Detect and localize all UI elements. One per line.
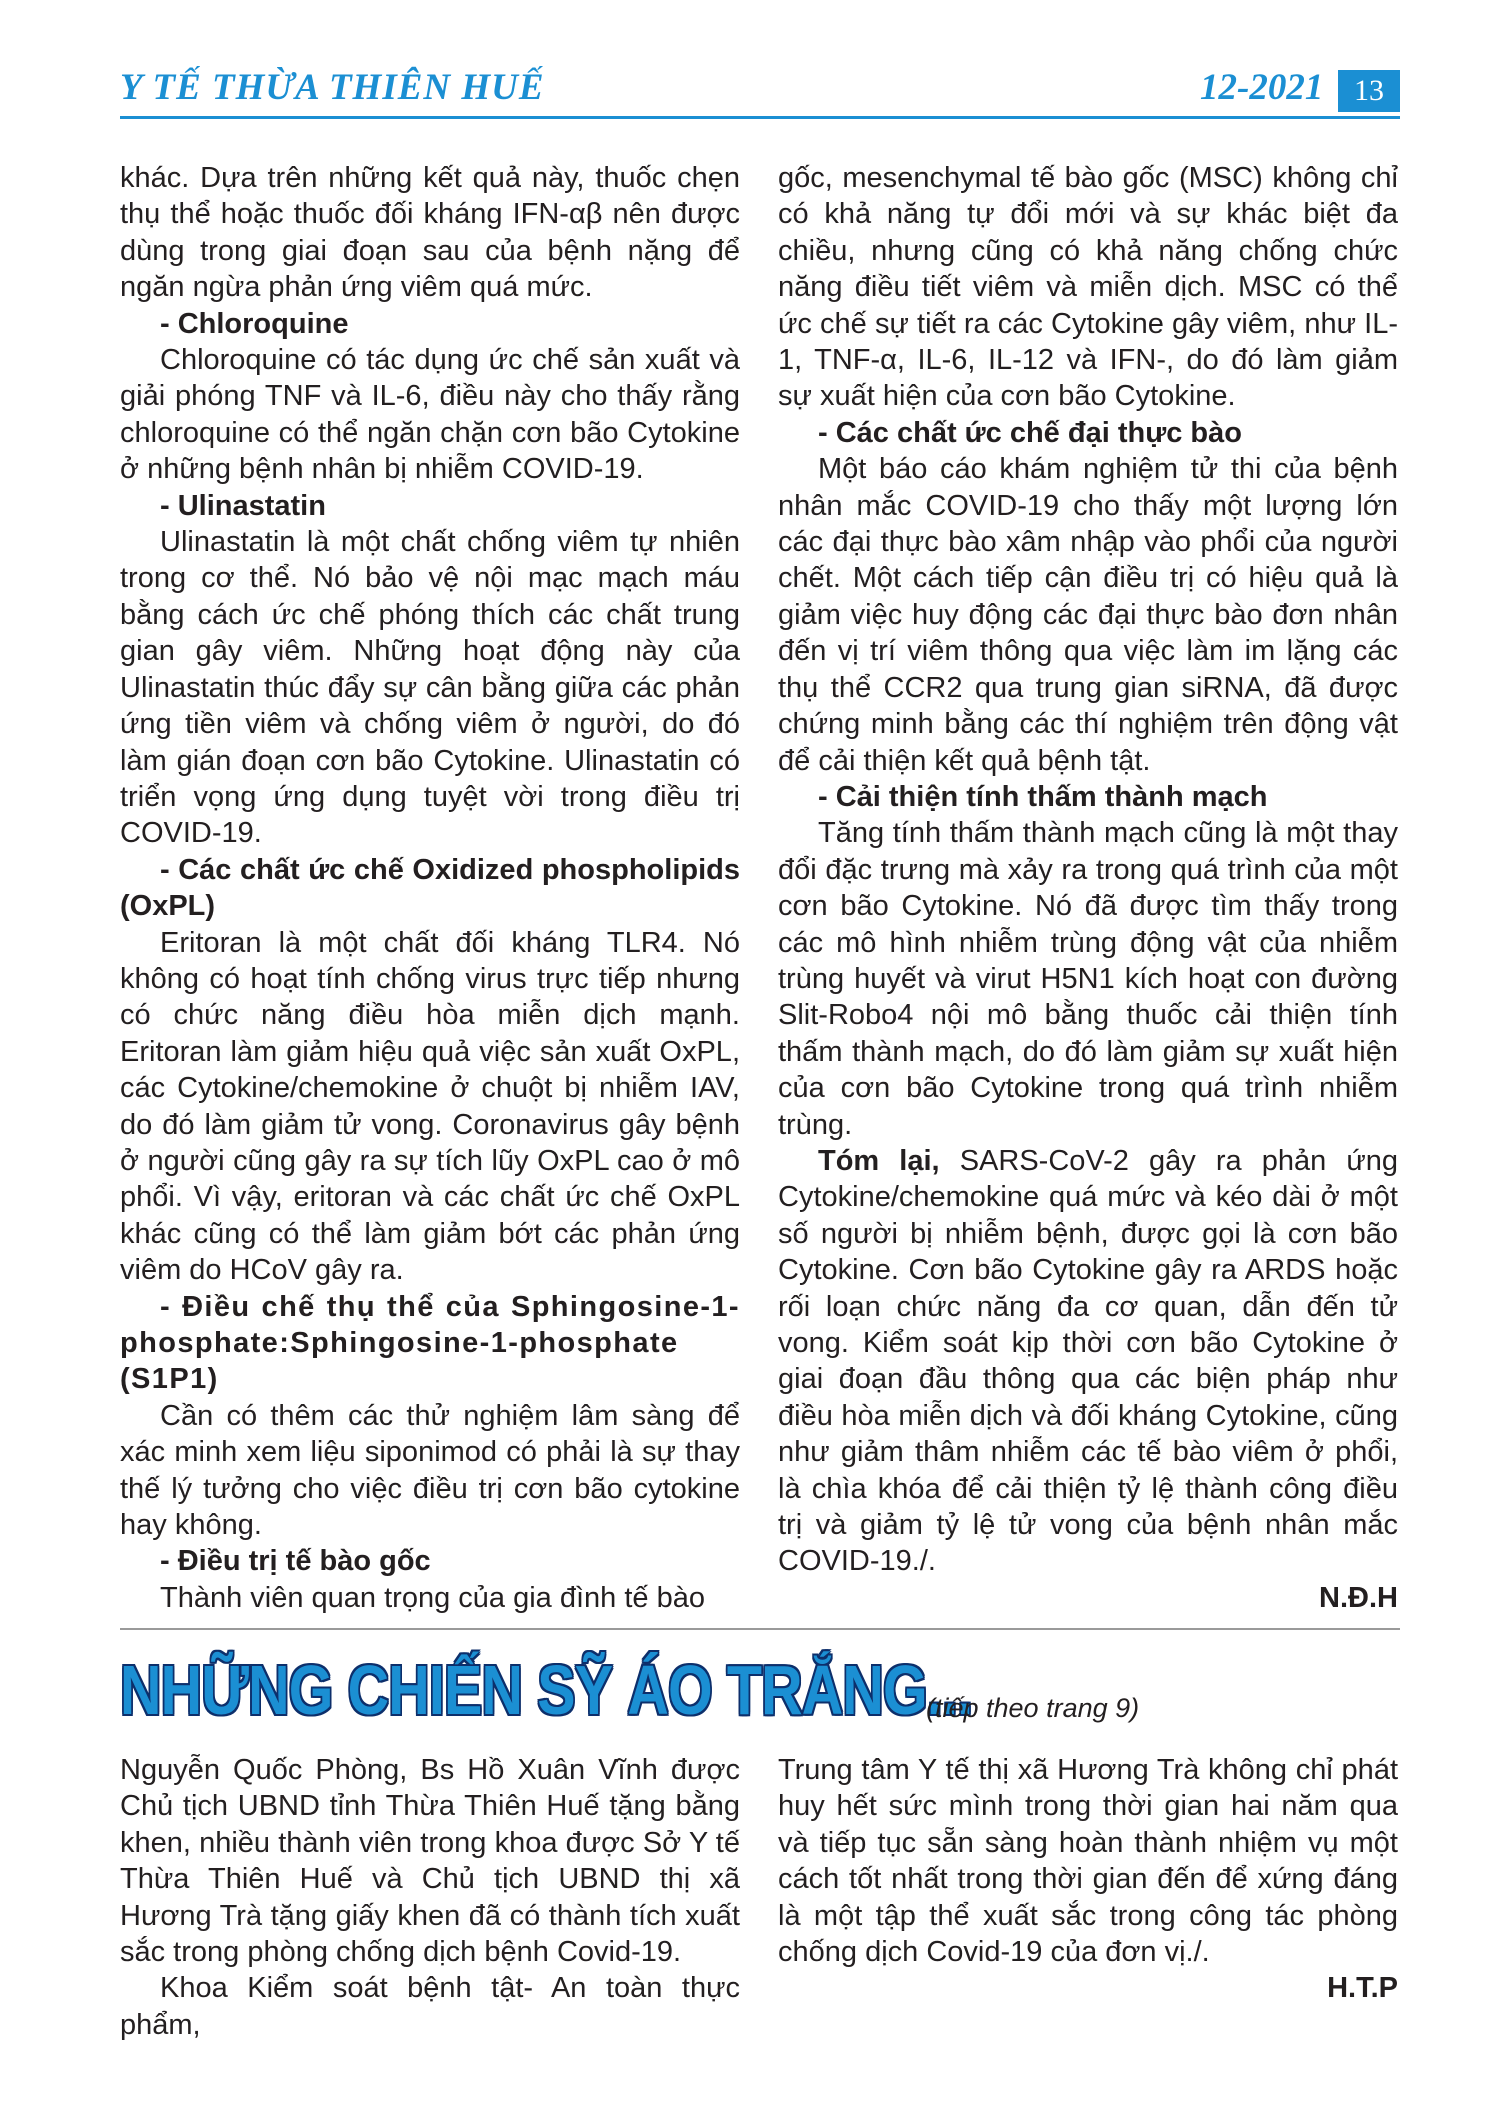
article-column-1 — [120, 160, 740, 1616]
lead-in: Tóm lại, — [818, 1144, 940, 1177]
continued-note: (tiếp theo trang 9) — [926, 1693, 1140, 1723]
paragraph: Khoa Kiểm soát bệnh tật- An toàn thực phẩm, — [120, 1972, 740, 2041]
paragraph: Trung tâm Y tế thị xã Hương Trà không chỉ phát huy hết sức mình trong thời gian hai năm qua và tiếp tục sẵn sàng hoàn thành nhiệm vụ một cách tốt nhất trong thời gian đến để xứng đáng là một tập thể xuất sắc trong công tác phòng chống dịch Covid-19 của đơn vị./. — [778, 1754, 1398, 1969]
paragraph: Nguyễn Quốc Phòng, Bs Hồ Xuân Vĩnh được Chủ tịch UBND tỉnh Thừa Thiên Huế tặng bằng khen, nhiều thành viên trong khoa được Sở Y tế Thừa Thiên Huế và Chủ tịch UBND thị xã Hương Trà tặng giấy khen đã có thành tích xuất sắc trong phòng chống dịch bệnh Covid-19. — [120, 1754, 740, 1969]
paragraph — [778, 1143, 1398, 1580]
paragraph: Eritoran là một chất đối kháng TLR4. Nó không có hoạt tính chống virus trực tiếp nhưng có chức năng điều hòa miễn dịch mạnh. Eritoran làm giảm hiệu quả việc sản xuất OxPL, các Cytokine/chemokine ở chuột bị nhiễm IAV, do đó làm giảm tử vong. Coronavirus gây bệnh ở người cũng gây ra sự tích lũy OxPL cao ở mô phổi. Vì vậy, eritoran và các chất ức chế OxPL khác cũng có thể làm giảm bớt các phản ứng viêm do HCoV gây ra. — [120, 926, 740, 1287]
page-header — [0, 0, 1512, 120]
magazine-title: Y TẾ THỪA THIÊN HUẾ — [120, 67, 545, 108]
section-heading: - Điều chế thụ thể của Sphingosine-1-phosphate:Sphingosine-1-phosphate (S1P1) — [120, 1290, 740, 1396]
section-heading: - Ulinastatin — [160, 489, 326, 522]
section-divider — [120, 1628, 1400, 1630]
section-heading: - Chloroquine — [160, 307, 349, 340]
article-column-4 — [778, 1752, 1398, 2007]
section-heading: - Các chất ức chế Oxidized phospholipids (OxPL) — [120, 853, 740, 923]
article-column-3 — [120, 1752, 740, 2043]
paragraph: Một báo cáo khám nghiệm tử thi của bệnh nhân mắc COVID-19 cho thấy một lượng lớn các đại thực bào xâm nhập vào phổi của người chết. Một cách tiếp cận điều trị có hiệu quả là giảm việc huy động các đại thực bào đơn nhân đến vị trí viêm thông qua việc làm im lặng các thụ thể CCR2 qua trung gian siRNA, đã được chứng minh bằng các thí nghiệm trên động vật để cải thiện kết quả bệnh tật. — [778, 453, 1398, 777]
paragraph: khác. Dựa trên những kết quả này, thuốc chẹn thụ thể hoặc thuốc đối kháng IFN-αβ nên được dùng trong giai đoạn sau của bệnh nặng để ngăn ngừa phản ứng viêm quá mức. — [120, 162, 740, 304]
page-number: 13 — [1338, 70, 1400, 112]
issue-date: 12-2021 — [1200, 67, 1324, 108]
paragraph: Ulinastatin là một chất chống viêm tự nhiên trong cơ thể. Nó bảo vệ nội mạc mạch máu bằng cách ức chế phóng thích các chất trung gian gây viêm. Những hoạt động này của Ulinastatin thúc đẩy sự cân bằng giữa các phản ứng tiền viêm và chống viêm ở người, do đó làm gián đoạn cơn bão Cytokine. Ulinastatin có triển vọng ứng dụng tuyệt vời trong điều trị COVID-19. — [120, 526, 740, 850]
section-heading: - Cải thiện tính thấm thành mạch — [818, 780, 1268, 813]
article-column-2 — [778, 160, 1398, 1616]
paragraph: Chloroquine có tác dụng ức chế sản xuất và giải phóng TNF và IL-6, điều này cho thấy rằng chloroquine có thể ngăn chặn cơn bão Cytokine ở những bệnh nhân bị nhiễm COVID-19. — [120, 344, 740, 486]
paragraph: Thành viên quan trọng của gia đình tế bào — [160, 1581, 705, 1614]
paragraph: gốc, mesenchymal tế bào gốc (MSC) không chỉ có khả năng tự đổi mới và sự khác biệt đa chiều, nhưng cũng có khả năng chống chức năng điều tiết viêm và miễn dịch. MSC có thể ức chế sự tiết ra các Cytokine gây viêm, như IL-1, TNF-α, IL-6, IL-12 và IFN-, do đó làm giảm sự xuất hiện của cơn bão Cytokine. — [778, 162, 1398, 413]
section-heading: - Các chất ức chế đại thực bào — [818, 416, 1242, 449]
author-signature: H.T.P — [1327, 1972, 1398, 2005]
paragraph: Tăng tính thấm thành mạch cũng là một thay đổi đặc trưng mà xảy ra trong quá trình của một cơn bão Cytokine. Nó đã được tìm thấy trong các mô hình nhiễm trùng động vật của nhiễm trùng huyết và virut H5N1 kích hoạt con đường Slit-Robo4 nội mô bằng thuốc cải thiện tính thấm thành mạch, do đó làm giảm sự xuất hiện của cơn bão Cytokine trong quá trình nhiễm trùng. — [778, 817, 1398, 1141]
paragraph: Cần có thêm các thử nghiệm lâm sàng để xác minh xem liệu siponimod có phải là sự thay thế lý tưởng cho việc điều trị cơn bão cytokine hay không. — [120, 1399, 740, 1542]
header-rule — [120, 116, 1400, 119]
section-heading: - Điều trị tế bào gốc — [160, 1545, 431, 1578]
paragraph-text: SARS-CoV-2 gây ra phản ứng Cytokine/chemokine quá mức và kéo dài ở một số người bị nhiễm bệnh, được gọi là cơn bão Cytokine. Cơn bão Cytokine gây ra ARDS hoặc rối loạn chức năng đa cơ quan, dẫn đến tử vong. Kiểm soát kịp thời cơn bão Cytokine ở giai đoạn đầu thông qua các biện pháp như điều hòa miễn dịch và đối kháng Cytokine, cũng như giảm thâm nhiễm các tế bào viêm ở phổi, là chìa khóa để cải thiện tỷ lệ thành công điều trị và giảm tỷ lệ tử vong của bệnh nhân mắc COVID-19./. — [778, 1144, 1398, 1578]
section-title: NHỮNG CHIẾN SỸ ÁO TRẮNG... — [120, 1651, 973, 1729]
author-signature: N.Đ.H — [1319, 1581, 1398, 1614]
